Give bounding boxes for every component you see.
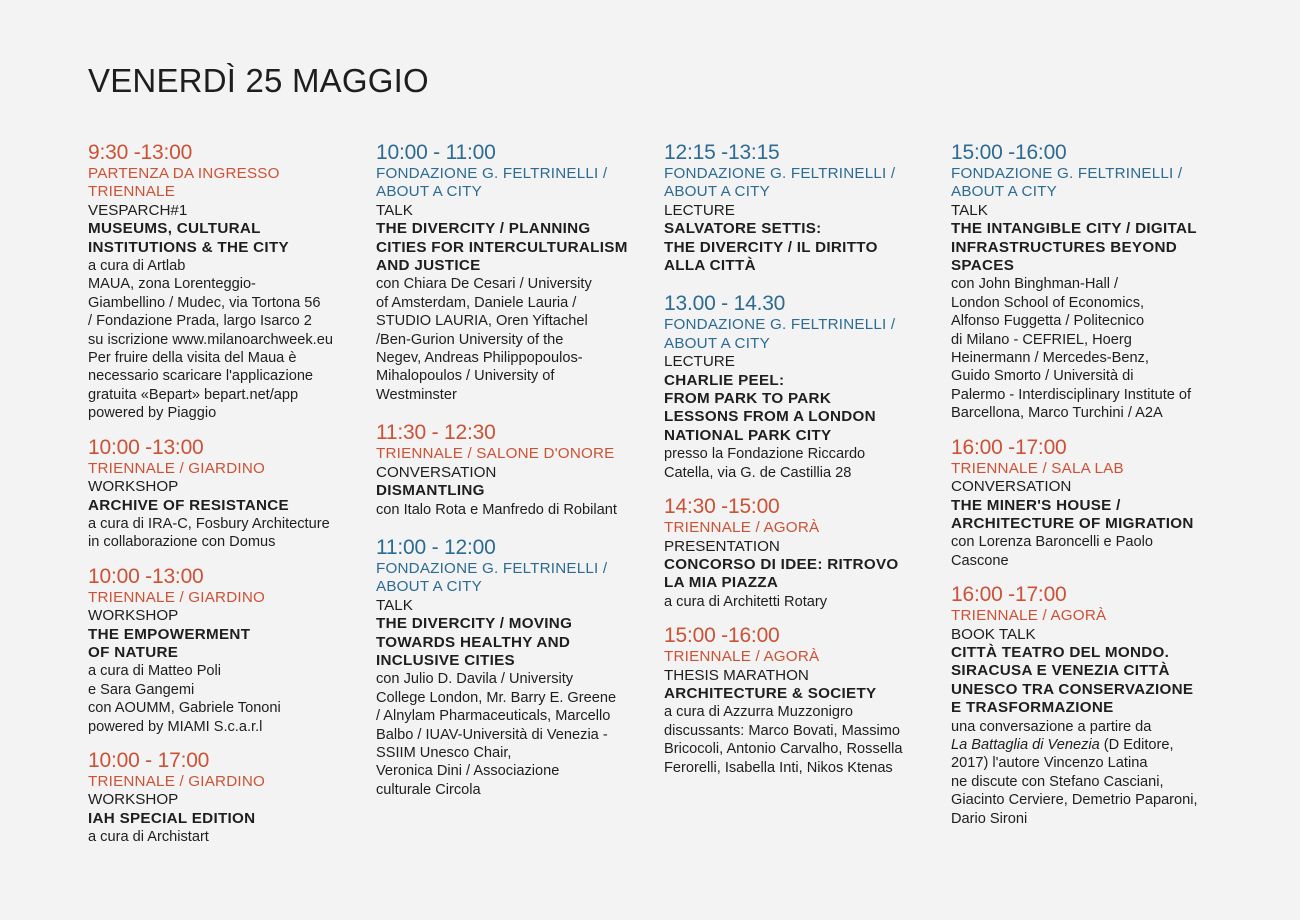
event-description: a cura di Matteo Poli	[88, 663, 222, 680]
event-description: Balbo / IUAV-Università di Venezia -	[376, 726, 608, 743]
event-description: Cascone	[951, 552, 1009, 569]
event-title: INCLUSIVE CITIES	[376, 651, 515, 669]
event-description: of Amsterdam, Daniele Lauria /	[376, 294, 577, 311]
event-time: 10:00 -13:00	[88, 435, 204, 459]
event-time: 14:30 -15:00	[664, 495, 780, 519]
event-description: powered by MIAMI S.c.a.r.l	[88, 718, 263, 735]
event-venue: FONDAZIONE G. FELTRINELLI /	[664, 316, 896, 334]
event-description: London School of Economics,	[951, 294, 1145, 311]
event-description: Westminster	[376, 386, 457, 403]
event-title: THE DIVERCITY / IL DIRITTO	[664, 238, 878, 256]
event-type: WORKSHOP	[88, 607, 179, 625]
event-description: ne discute con Stefano Casciani,	[951, 773, 1164, 790]
schedule-column-1	[88, 140, 363, 847]
event-description: powered by Piaggio	[88, 405, 217, 422]
event-description: a cura di Artlab	[88, 258, 186, 275]
event-thesis-marathon	[664, 623, 939, 777]
event-description: a cura di Architetti Rotary	[664, 593, 828, 610]
event-description: Barcellona, Marco Turchini / A2A	[951, 405, 1163, 422]
event-title: INSTITUTIONS & THE CITY	[88, 238, 289, 256]
event-title: LA MIA PIAZZA	[664, 574, 779, 592]
event-venue: TRIENNALE / AGORÀ	[951, 607, 1107, 625]
event-type: LECTURE	[664, 353, 735, 371]
event-venue: ABOUT A CITY	[951, 183, 1057, 201]
event-description: Veronica Dini / Associazione	[376, 763, 560, 780]
event-type: PRESENTATION	[664, 537, 780, 555]
event-title: SALVATORE SETTIS:	[664, 220, 822, 238]
event-type: TALK	[376, 596, 413, 614]
event-venue: FONDAZIONE G. FELTRINELLI /	[376, 559, 608, 577]
event-venue: ABOUT A CITY	[376, 183, 482, 201]
event-description: e Sara Gangemi	[88, 681, 195, 698]
schedule-column-4	[951, 140, 1226, 828]
event-description: Alfonso Fuggetta / Politecnico	[951, 313, 1145, 330]
event-description: presso la Fondazione Riccardo	[664, 446, 866, 463]
event-description: a cura di Archistart	[88, 829, 209, 846]
event-title: THE DIVERCITY / MOVING	[376, 615, 573, 633]
event-description: con Italo Rota e Manfredo di Robilant	[376, 501, 617, 518]
event-description: su iscrizione www.milanoarchweek.eu	[88, 331, 333, 348]
event-title: UNESCO TRA CONSERVAZIONE	[951, 680, 1194, 698]
event-archive-of-resistance	[88, 435, 363, 552]
event-time: 16:00 -17:00	[951, 583, 1067, 607]
event-type: THESIS MARATHON	[664, 666, 809, 684]
event-description: Guido Smorto / Università di	[951, 368, 1134, 385]
event-venue: TRIENNALE / SALONE D'ONORE	[376, 445, 615, 463]
event-title: AND JUSTICE	[376, 257, 481, 275]
event-vesparch	[88, 140, 363, 423]
event-time: 11:30 - 12:30	[376, 421, 496, 445]
event-type: TALK	[951, 201, 988, 219]
event-venue: ABOUT A CITY	[664, 183, 770, 201]
event-description: College London, Mr. Barry E. Greene	[376, 689, 617, 706]
event-venue: FONDAZIONE G. FELTRINELLI /	[664, 165, 896, 182]
event-description: Catella, via G. de Castillia 28	[664, 464, 852, 481]
event-description: necessario scaricare l'applicazione	[88, 368, 314, 385]
event-venue: ABOUT A CITY	[376, 578, 482, 596]
event-miners-house	[951, 435, 1226, 570]
event-description: Dario Sironi	[951, 810, 1028, 827]
event-title: INFRASTRUCTURES BEYOND	[951, 238, 1177, 256]
event-venue: TRIENNALE / AGORÀ	[664, 519, 820, 537]
page-title: VENERDÌ 25 MAGGIO	[88, 62, 429, 99]
event-charlie-peel	[664, 291, 939, 482]
event-time: 10:00 - 11:00	[376, 141, 496, 164]
event-time: 16:00 -17:00	[951, 435, 1067, 459]
event-type: WORKSHOP	[88, 791, 179, 809]
event-title: SPACES	[951, 257, 1015, 275]
schedule-column-2	[376, 140, 651, 799]
event-description: Heinermann / Mercedes-Benz,	[951, 350, 1149, 367]
event-time: 12:15 -13:15	[664, 141, 780, 164]
event-title: MUSEUMS, CULTURAL	[88, 220, 261, 238]
event-title: NATIONAL PARK CITY	[664, 426, 832, 444]
event-time: 11:00 - 12:00	[376, 535, 496, 559]
event-description: / Fondazione Prada, largo Isarco 2	[88, 313, 312, 330]
event-type: VESPARCH#1	[88, 201, 188, 219]
event-venue: TRIENNALE / AGORÀ	[664, 648, 820, 666]
event-title: DISMANTLING	[376, 482, 485, 500]
event-description: di Milano - CEFRIEL, Hoerg	[951, 331, 1132, 348]
event-description: in collaborazione con Domus	[88, 534, 276, 551]
event-intangible-city	[951, 140, 1226, 423]
event-title: ALLA CITTÀ	[664, 257, 756, 275]
event-title: LESSONS FROM A LONDON	[664, 408, 876, 426]
event-description: Palermo - Interdisciplinary Institute of	[951, 386, 1192, 403]
event-time: 10:00 -13:00	[88, 564, 204, 588]
event-description: / Alnylam Pharmaceuticals, Marcello	[376, 708, 611, 725]
event-title: CHARLIE PEEL:	[664, 371, 785, 389]
event-type: LECTURE	[664, 201, 735, 219]
event-description: con John Binghman-Hall /	[951, 276, 1119, 293]
event-time: 13.00 - 14.30	[664, 292, 786, 316]
event-divercity-planning	[376, 140, 651, 404]
event-description: con Julio D. Davila / University	[376, 671, 574, 688]
event-title: CITIES FOR INTERCULTURALISM	[376, 238, 628, 256]
event-description: a cura di Azzurra Muzzonigro	[664, 704, 853, 721]
event-title: THE EMPOWERMENT	[88, 625, 251, 643]
event-title: ARCHITECTURE OF MIGRATION	[951, 514, 1194, 532]
event-title: ARCHIVE OF RESISTANCE	[88, 496, 289, 514]
event-empowerment-of-nature	[88, 564, 363, 736]
event-description: una conversazione a partire da	[951, 718, 1152, 735]
event-description: con Chiara De Cesari / University	[376, 276, 592, 293]
event-title: FROM PARK TO PARK	[664, 390, 832, 408]
book-title: La Battaglia di Venezia	[951, 736, 1100, 753]
event-venue: TRIENNALE / GIARDINO	[88, 772, 265, 790]
schedule-column-3	[664, 140, 939, 777]
event-description: 2017) l'autore Vincenzo Latina	[951, 755, 1148, 772]
event-title: IAH SPECIAL EDITION	[88, 809, 256, 827]
event-concorso-di-idee	[664, 494, 939, 611]
event-type: BOOK TALK	[951, 625, 1036, 643]
event-title: THE DIVERCITY / PLANNING	[376, 220, 591, 238]
event-title: CITTÀ TEATRO DEL MONDO.	[951, 643, 1170, 661]
event-time: 9:30 -13:00	[88, 141, 193, 164]
event-divercity-moving	[376, 535, 651, 799]
event-venue: FONDAZIONE G. FELTRINELLI /	[376, 165, 608, 182]
event-description: Ferorelli, Isabella Inti, Nikos Ktenas	[664, 759, 893, 776]
event-dismantling	[376, 420, 651, 519]
event-description: MAUA, zona Lorenteggio-	[88, 276, 256, 293]
event-venue: ABOUT A CITY	[664, 334, 770, 352]
event-description: /Ben-Gurion University of the	[376, 331, 564, 348]
book-publisher: (D Editore,	[1099, 736, 1174, 753]
event-time: 15:00 -16:00	[664, 624, 780, 648]
event-description: Bricocoli, Antonio Carvalho, Rossella	[664, 741, 903, 758]
event-salvatore-settis	[664, 140, 939, 275]
event-description: con AOUMM, Gabriele Tononi	[88, 700, 281, 717]
event-title: E TRASFORMAZIONE	[951, 699, 1114, 717]
event-description: Negev, Andreas Philippopoulos-	[376, 350, 583, 367]
event-description: Giambellino / Mudec, via Tortona 56	[88, 294, 321, 311]
event-venue: TRIENNALE / GIARDINO	[88, 459, 265, 477]
event-description: a cura di IRA-C, Fosbury Architecture	[88, 515, 330, 532]
event-description: Per fruire della visita del Maua è	[88, 350, 297, 367]
event-title: ARCHITECTURE & SOCIETY	[664, 684, 877, 702]
event-type: CONVERSATION	[951, 478, 1072, 496]
event-description: culturale Circola	[376, 781, 481, 798]
event-title: THE INTANGIBLE CITY / DIGITAL	[951, 220, 1197, 238]
event-description: con Lorenza Baroncelli e Paolo	[951, 534, 1154, 551]
event-title: THE MINER'S HOUSE /	[951, 496, 1121, 514]
event-title: SIRACUSA E VENEZIA CITTÀ	[951, 662, 1170, 680]
event-venue: TRIENNALE / SALA LAB	[951, 459, 1124, 477]
event-description: STUDIO LAURIA, Oren Yiftachel	[376, 313, 588, 330]
event-venue: FONDAZIONE G. FELTRINELLI /	[951, 165, 1183, 182]
event-citta-teatro-del-mondo	[951, 582, 1226, 828]
event-venue: TRIENNALE	[88, 183, 176, 201]
event-time: 10:00 - 17:00	[88, 748, 210, 772]
event-time: 15:00 -16:00	[951, 141, 1067, 164]
event-venue: PARTENZA DA INGRESSO	[88, 165, 280, 182]
event-title: OF NATURE	[88, 643, 179, 661]
event-description	[951, 736, 1226, 754]
event-venue: TRIENNALE / GIARDINO	[88, 588, 265, 606]
event-description: Giacinto Cerviere, Demetrio Paparoni,	[951, 792, 1198, 809]
event-description: gratuita «Bepart» bepart.net/app	[88, 386, 299, 403]
event-iah-special-edition	[88, 748, 363, 847]
event-title: TOWARDS HEALTHY AND	[376, 633, 571, 651]
event-description: SSIIM Unesco Chair,	[376, 744, 512, 761]
event-description: discussants: Marco Bovati, Massimo	[664, 722, 901, 739]
event-type: TALK	[376, 201, 413, 219]
event-title: CONCORSO DI IDEE: RITROVO	[664, 555, 899, 573]
event-type: CONVERSATION	[376, 463, 497, 481]
event-type: WORKSHOP	[88, 478, 179, 496]
event-description: Mihalopoulos / University of	[376, 368, 555, 385]
